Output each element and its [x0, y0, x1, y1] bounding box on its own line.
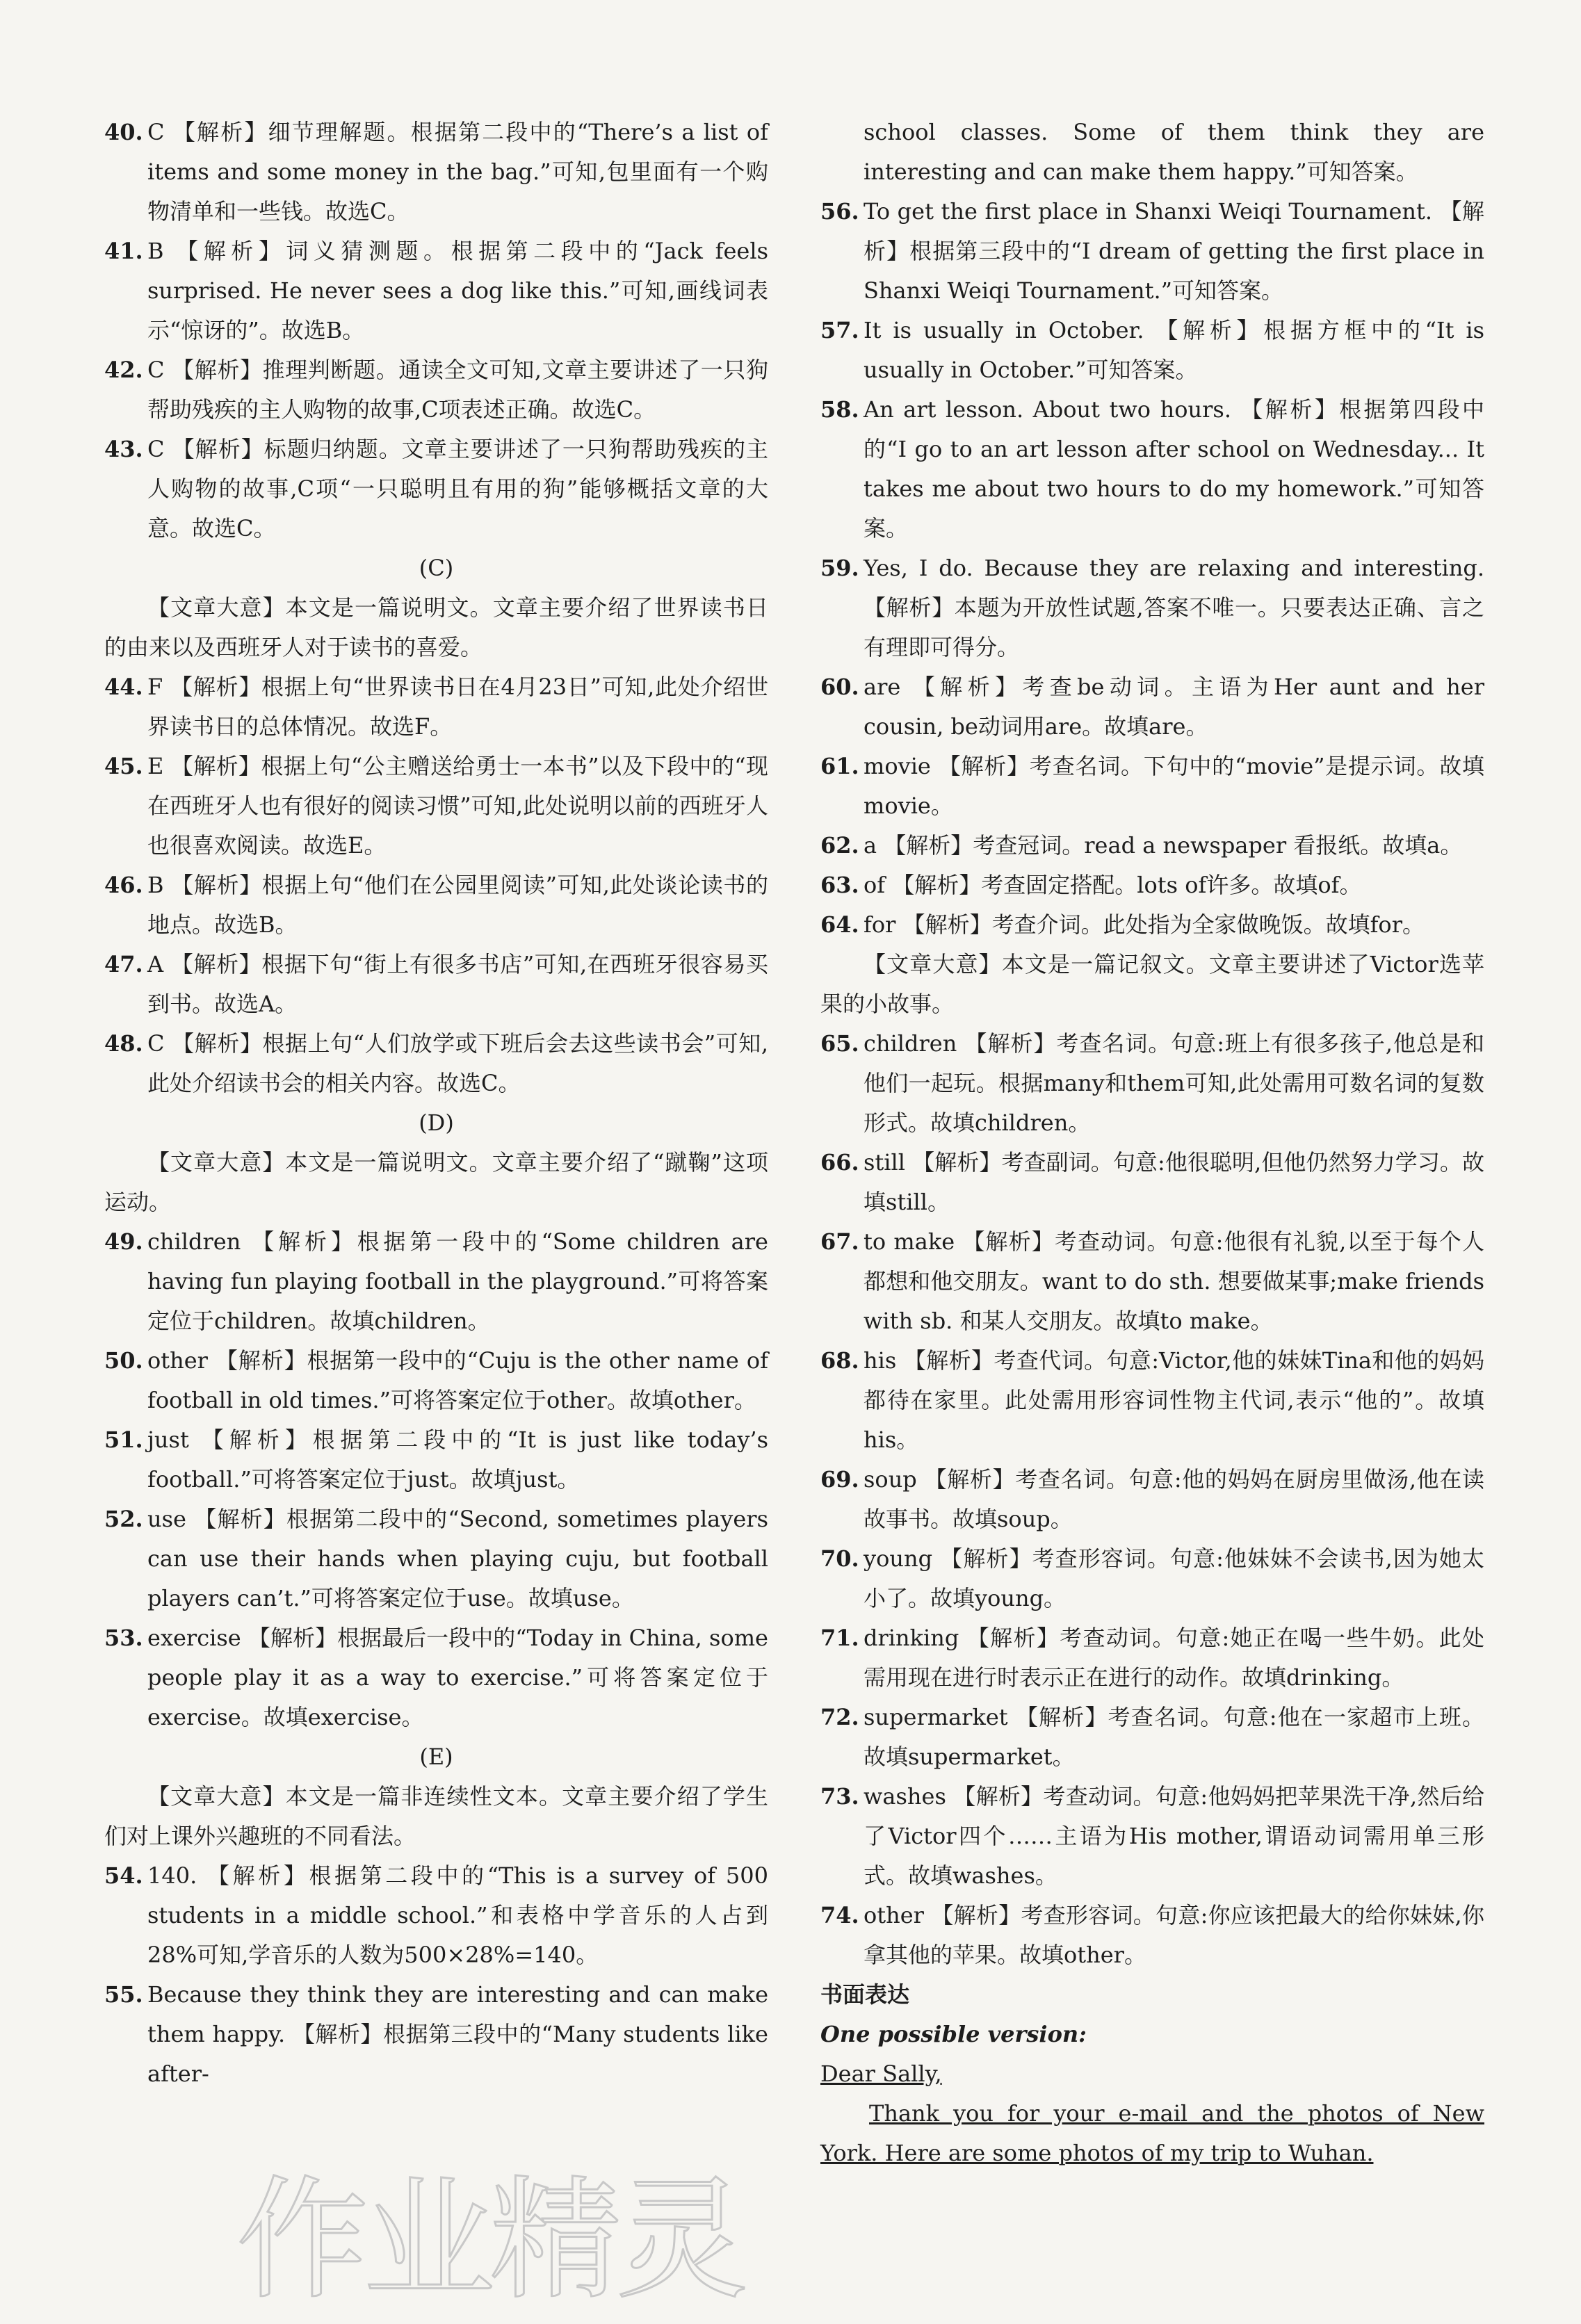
answer-item: [820, 390, 1484, 549]
passage-summary: 【文章大意】本文是一篇说明文。文章主要介绍了“蹴鞠”这项运动。: [104, 1149, 768, 1215]
answer-item: [104, 1975, 768, 2094]
answer-number: 62.: [820, 832, 859, 859]
answer-number: 60.: [820, 674, 859, 700]
answer-text: are 【解析】考查be动词。主语为Her aunt and her cousin, be动词用are。故填are。: [864, 674, 1484, 740]
answer-number: 44.: [104, 674, 143, 700]
answer-number: 45.: [104, 753, 143, 779]
answer-number: 53.: [104, 1625, 143, 1651]
answer-item: [104, 113, 768, 231]
answer-number: 41.: [104, 238, 143, 264]
answer-number: 65.: [820, 1030, 859, 1057]
answer-item: [820, 1143, 1484, 1222]
answer-text: E 【解析】根据上句“公主赠送给勇士一本书”以及下段中的“现在西班牙人也有很好的阅读习惯”可知,此处说明以前的西班牙人也很喜欢阅读。故选E。: [147, 753, 768, 859]
answer-text: soup 【解析】考查名词。句意:他的妈妈在厨房里做汤,他在读故事书。故填soup。: [864, 1466, 1484, 1532]
answer-text: his 【解析】考查代词。句意:Victor,他的妹妹Tina和他的妈妈都待在家里。此处需用形容词性物主代词,表示“他的”。故填his。: [864, 1347, 1484, 1453]
answer-item: [820, 1896, 1484, 1975]
answer-item: [820, 866, 1484, 905]
answer-number: 47.: [104, 951, 143, 977]
answer-item: [820, 192, 1484, 311]
left-column: [104, 113, 768, 2094]
answer-number: 55.: [104, 1981, 143, 2008]
answer-number: 69.: [820, 1466, 859, 1493]
answer-item: [820, 905, 1484, 945]
answer-number: 70.: [820, 1545, 859, 1572]
answer-number: 57.: [820, 317, 859, 343]
watermark-logo: 作业精灵: [236, 2163, 743, 2317]
answer-item: [820, 667, 1484, 747]
answer-text: B 【解析】根据上句“他们在公园里阅读”可知,此处谈论读书的地点。故选B。: [147, 872, 768, 938]
answer-number: 72.: [820, 1704, 859, 1730]
answer-text: children 【解析】考查名词。句意:班上有很多孩子,他总是和他们一起玩。根据many和them可知,此处需用可数名词的复数形式。故填children。: [864, 1030, 1484, 1136]
answer-item: [104, 1222, 768, 1341]
answer-text: exercise 【解析】根据最后一段中的“Today in China, some people play it as a way to exercise.”可将答案定位于exercise。故填exercise。: [147, 1625, 768, 1730]
answer-number: 71.: [820, 1625, 859, 1651]
answer-text: use 【解析】根据第二段中的“Second, sometimes players can use their hands when playing cuju, but football players can’t.”可将答案定位于use。故填use。: [147, 1506, 768, 1611]
answer-text: C 【解析】根据上句“人们放学或下班后会去这些读书会”可知,此处介绍读书会的相关内容。故选C。: [147, 1030, 768, 1096]
passage-summary: 【文章大意】本文是一篇记叙文。文章主要讲述了Victor选苹果的小故事。: [820, 951, 1484, 1017]
answer-number: 42.: [104, 357, 143, 383]
answer-text: other 【解析】考查形容词。句意:你应该把最大的给你妹妹,你拿其他的苹果。故填other。: [864, 1902, 1484, 1968]
letter-salutation: Dear Sally,: [820, 2061, 942, 2087]
answer-item: [820, 747, 1484, 826]
answer-text: A 【解析】根据下句“街上有很多书店”可知,在西班牙很容易买到书。故选A。: [147, 951, 768, 1017]
writing-heading: 书面表达: [820, 1981, 910, 2008]
answer-item: [820, 1341, 1484, 1460]
answer-text: drinking 【解析】考查动词。句意:她正在喝一些牛奶。此处需用现在进行时表示正在进行的动作。故填drinking。: [864, 1625, 1484, 1691]
answer-number: 51.: [104, 1427, 143, 1453]
answer-item: [104, 866, 768, 945]
answer-item: [104, 747, 768, 866]
answer-number: 49.: [104, 1228, 143, 1255]
answer-text: Because they think they are interesting and can make them happy. 【解析】根据第三段中的“Many students like after-: [147, 1981, 768, 2087]
answer-item: [820, 1777, 1484, 1896]
answer-item: [104, 1618, 768, 1737]
answer-number: 46.: [104, 872, 143, 898]
answer-item: [104, 1856, 768, 1975]
answer-number: 64.: [820, 911, 859, 938]
answer-number: 54.: [104, 1862, 143, 1889]
answer-text: washes 【解析】考查动词。句意:他妈妈把苹果洗干净,然后给了Victor四个……主语为His mother,谓语动词需用单三形式。故填washes。: [864, 1783, 1484, 1889]
answer-text: Yes, I do. Because they are relaxing and interesting. 【解析】本题为开放性试题,答案不唯一。只要表达正确、言之有理即可得分。: [864, 555, 1484, 660]
answer-number: 67.: [820, 1228, 859, 1255]
answer-number: 68.: [820, 1347, 859, 1374]
answer-text: 140. 【解析】根据第二段中的“This is a survey of 500 students in a middle school.”和表格中学音乐的人占到28%可知,学音乐的人数为500×28%=140。: [147, 1862, 768, 1968]
answer-number: 56.: [820, 198, 859, 225]
answer-number: 43.: [104, 436, 143, 462]
answer-text: To get the first place in Shanxi Weiqi Tournament. 【解析】根据第三段中的“I dream of getting the first place in Shanxi Weiqi Tournament.”可知答案。: [864, 198, 1484, 304]
letter-body: Thank you for your e-mail and the photos of New York. Here are some photos of my trip to Wuhan.: [820, 2100, 1484, 2166]
answer-item: [820, 1539, 1484, 1618]
answer-text: C 【解析】推理判断题。通读全文可知,文章主要讲述了一只狗帮助残疾的主人购物的故事,C项表述正确。故选C。: [147, 357, 768, 423]
answer-number: 63.: [820, 872, 859, 898]
answer-text: F 【解析】根据上句“世界读书日在4月23日”可知,此处介绍世界读书日的总体情况。故选F。: [147, 674, 768, 740]
passage-summary: 【文章大意】本文是一篇说明文。文章主要介绍了世界读书日的由来以及西班牙人对于读书的喜爱。: [104, 594, 768, 660]
answer-text: other 【解析】根据第一段中的“Cuju is the other name of football in old times.”可将答案定位于other。故填other。: [147, 1347, 768, 1413]
answer-number: 48.: [104, 1030, 143, 1057]
answer-item: [104, 1500, 768, 1618]
answer-text: An art lesson. About two hours. 【解析】根据第四段中的“I go to an art lesson after school on Wednesday... It takes me about two hours to do my homework.”可知答案。: [864, 396, 1484, 542]
answer-item: [820, 1222, 1484, 1341]
passage-summary: 【文章大意】本文是一篇非连续性文本。文章主要介绍了学生们对上课外兴趣班的不同看法。: [104, 1783, 768, 1849]
answer-item: [820, 1618, 1484, 1698]
answer-number: 50.: [104, 1347, 143, 1374]
right-column: [820, 113, 1484, 2173]
answer-number: 52.: [104, 1506, 143, 1532]
answer-continuation: school classes. Some of them think they are interesting and can make them happy.”可知答案。: [864, 119, 1484, 185]
answer-number: 59.: [820, 555, 859, 581]
answer-item: [104, 945, 768, 1024]
answer-text: movie 【解析】考查名词。下句中的“movie”是提示词。故填movie。: [864, 753, 1484, 819]
section-label: (E): [419, 1744, 453, 1770]
answer-item: [104, 667, 768, 747]
answer-item: [820, 549, 1484, 667]
answer-item: [820, 1460, 1484, 1539]
answer-text: children 【解析】根据第一段中的“Some children are having fun playing football in the playground.”可将答案定位于children。故填children。: [147, 1228, 768, 1334]
answer-text: of 【解析】考查固定搭配。lots of许多。故填of。: [864, 872, 1362, 898]
answer-item: [820, 1024, 1484, 1143]
answer-item: [104, 1341, 768, 1420]
answer-text: young 【解析】考查形容词。句意:他妹妹不会读书,因为她太小了。故填young。: [864, 1545, 1484, 1611]
answer-item: [820, 1698, 1484, 1777]
answer-item: [104, 350, 768, 430]
answer-number: 66.: [820, 1149, 859, 1176]
answer-item: [104, 1420, 768, 1500]
answer-text: to make 【解析】考查动词。句意:他很有礼貌,以至于每个人都想和他交朋友。want to do sth. 想要做某事;make friends with sb. 和某人交朋友。故填to make。: [864, 1228, 1484, 1334]
answer-text: still 【解析】考查副词。句意:他很聪明,但他仍然努力学习。故填still。: [864, 1149, 1484, 1215]
answer-item: [820, 826, 1484, 866]
answer-text: B 【解析】词义猜测题。根据第二段中的“Jack feels surprised. He never sees a dog like this.”可知,画线词表示“惊讶的”。故选B。: [147, 238, 768, 343]
writing-version: One possible version:: [820, 2021, 1087, 2047]
answer-number: 58.: [820, 396, 859, 423]
answer-item: [820, 311, 1484, 390]
answer-number: 74.: [820, 1902, 859, 1928]
answer-number: 61.: [820, 753, 859, 779]
answer-number: 73.: [820, 1783, 859, 1810]
section-label: (C): [419, 555, 454, 581]
section-label: (D): [419, 1110, 454, 1136]
answer-text: just 【解析】根据第二段中的“It is just like today’s football.”可将答案定位于just。故填just。: [147, 1427, 768, 1493]
answer-text: for 【解析】考查介词。此处指为全家做晚饭。故填for。: [864, 911, 1425, 938]
answer-text: supermarket 【解析】考查名词。句意:他在一家超市上班。故填supermarket。: [864, 1704, 1484, 1770]
answer-text: a 【解析】考查冠词。read a newspaper 看报纸。故填a。: [864, 832, 1463, 859]
answer-text: It is usually in October. 【解析】根据方框中的“It is usually in October.”可知答案。: [864, 317, 1484, 383]
answer-item: [104, 1024, 768, 1103]
answer-number: 40.: [104, 119, 143, 145]
answer-text: C 【解析】标题归纳题。文章主要讲述了一只狗帮助残疾的主人购物的故事,C项“一只聪明且有用的狗”能够概括文章的大意。故选C。: [147, 436, 768, 542]
answer-item: [104, 231, 768, 350]
answer-item: [104, 430, 768, 549]
answer-text: C 【解析】细节理解题。根据第二段中的“There’s a list of items and some money in the bag.”可知,包里面有一个购物清单和一些钱。故选C。: [147, 119, 768, 225]
